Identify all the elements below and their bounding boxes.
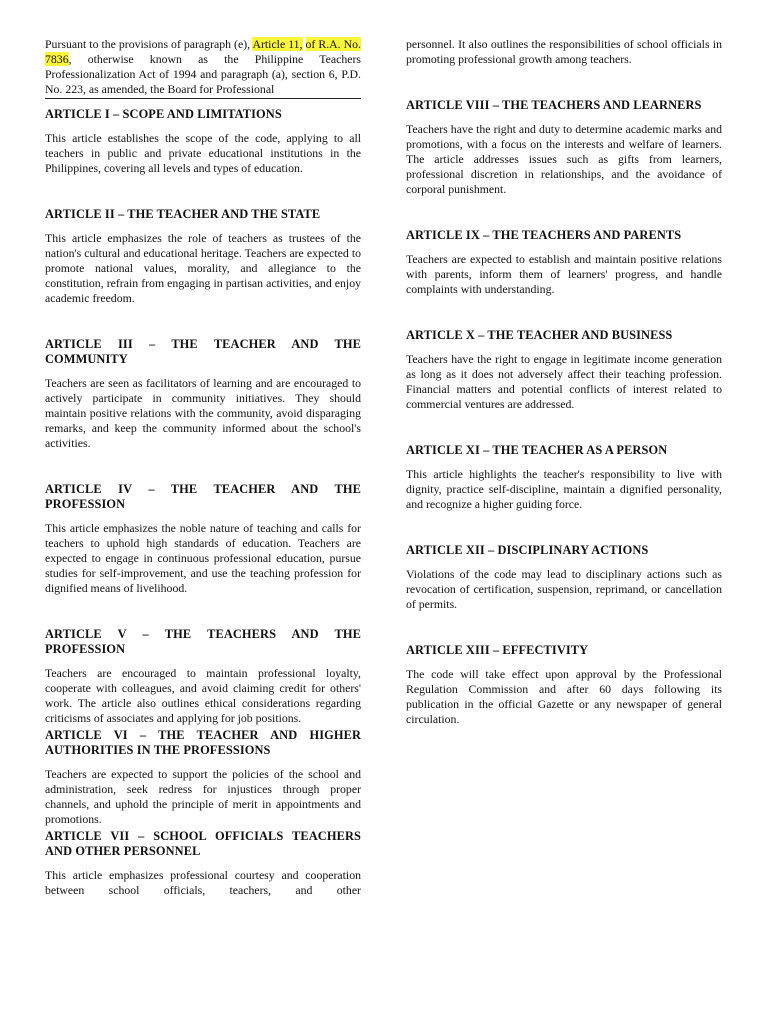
left-column <box>45 37 361 898</box>
article-4-body: This article emphasizes the noble nature of teaching and calls for teachers to uphold high standards of education. Teachers are expected to engage in continuous professional education, pursue studies for self-improvement, and use the teaching profession for dignified means of livelihood. <box>45 521 361 595</box>
article-3-heading: ARTICLE III – THE TEACHER AND THE COMMUNITY <box>45 337 361 366</box>
article-1-section <box>45 107 361 176</box>
article-11-heading: ARTICLE XI – THE TEACHER AS A PERSON <box>406 443 668 457</box>
article-2-body: This article emphasizes the role of teachers as trustees of the nation's cultural and educational heritage. Teachers are expected to promote national values, morality, and allegiance to the constitution, refrain from engaging in partisan activities, and enjoy academic freedom. <box>45 231 361 305</box>
article-9-section <box>406 228 722 297</box>
article-8-heading: ARTICLE VIII – THE TEACHERS AND LEARNERS <box>406 98 702 112</box>
intro-paragraph <box>45 37 361 99</box>
article-13-heading: ARTICLE XIII – EFFECTIVITY <box>406 643 589 657</box>
article-11-section <box>406 443 722 512</box>
article-10-body: Teachers have the right to engage in legitimate income generation as long as it does not adversely affect their teaching profession. Financial matters and potential conflicts of interest related to commercial ventures are addressed. <box>406 352 722 411</box>
article-6-heading: ARTICLE VI – THE TEACHER AND HIGHER AUTHORITIES IN THE PROFESSIONS <box>45 728 361 757</box>
intro-text: Pursuant to the provisions of paragraph (e), <box>45 37 253 51</box>
article-1-body: This article establishes the scope of the code, applying to all teachers in public and private educational institutions in the Philippines, covering all levels and types of education. <box>45 131 361 175</box>
article-7-heading: ARTICLE VII – SCHOOL OFFICIALS TEACHERS AND OTHER PERSONNEL <box>45 829 361 858</box>
article-12-body: Violations of the code may lead to disciplinary actions such as revocation of certification, suspension, reprimand, or cancellation of permits. <box>406 567 722 611</box>
article-6-section <box>45 728 361 827</box>
article-9-body: Teachers are expected to establish and maintain positive relations with parents, inform them of learners' progress, and handle complaints with understanding. <box>406 252 722 296</box>
article-10-section <box>406 328 722 412</box>
article-5-section <box>45 627 361 726</box>
intro-text-end: , otherwise known as the Philippine Teachers Professionalization Act of 1994 and paragraph (a), section 6, P.D. No. 223, as amended, the Board for Professional <box>45 52 361 96</box>
article-5-body: Teachers are encouraged to maintain professional loyalty, cooperate with colleagues, and avoid claiming credit for others' work. The article also outlines ethical considerations regarding criticisms of associates and applying for job positions. <box>45 666 361 725</box>
article-4-heading: ARTICLE IV – THE TEACHER AND THE PROFESSION <box>45 482 361 511</box>
article-4-section <box>45 482 361 596</box>
article-13-body: The code will take effect upon approval by the Professional Regulation Commission and after 60 days following its publication in the official Gazette or any newspaper of general circulation. <box>406 667 722 726</box>
article-3-section <box>45 337 361 451</box>
article-8-body: Teachers have the right and duty to determine academic marks and promotions, with a focus on the interests and welfare of learners. The article addresses issues such as gifts from learners, professional discretion in relationships, and the avoidance of corporal punishment. <box>406 122 722 196</box>
article-7-body: This article emphasizes professional courtesy and cooperation between school officials, teachers, and other <box>45 868 361 897</box>
right-column <box>406 37 722 727</box>
article-10-heading: ARTICLE X – THE TEACHER AND BUSINESS <box>406 328 673 342</box>
article-13-section <box>406 643 722 727</box>
article-12-heading: ARTICLE XII – DISCIPLINARY ACTIONS <box>406 543 649 557</box>
article-5-heading: ARTICLE V – THE TEACHERS AND THE PROFESSION <box>45 627 361 656</box>
article-12-section <box>406 543 722 612</box>
article-9-heading: ARTICLE IX – THE TEACHERS AND PARENTS <box>406 228 682 242</box>
article-2-heading: ARTICLE II – THE TEACHER AND THE STATE <box>45 207 321 221</box>
article-7-continuation: personnel. It also outlines the responsibilities of school officials in promoting professional growth among teachers. <box>406 37 722 66</box>
article-11-body: This article highlights the teacher's responsibility to live with dignity, practice self-discipline, maintain a dignified personality, and recognize a higher guiding force. <box>406 467 722 511</box>
article-3-body: Teachers are seen as facilitators of learning and are encouraged to actively participate in community initiatives. They should maintain positive relations with the community, avoid disparaging remarks, and keep the community informed about the school's activities. <box>45 376 361 450</box>
article-6-body: Teachers are expected to support the policies of the school and administration, seek redress for injustices through proper channels, and uphold the principle of merit in appointments and promotions. <box>45 767 361 826</box>
highlight-article-11: Article 11, <box>252 37 303 51</box>
article-7-section <box>45 829 361 898</box>
article-8-section <box>406 98 722 197</box>
highlight-ra-7836: of R.A. No. 7836 <box>45 37 361 66</box>
article-1-heading: ARTICLE I – SCOPE AND LIMITATIONS <box>45 107 282 121</box>
article-2-section <box>45 207 361 306</box>
